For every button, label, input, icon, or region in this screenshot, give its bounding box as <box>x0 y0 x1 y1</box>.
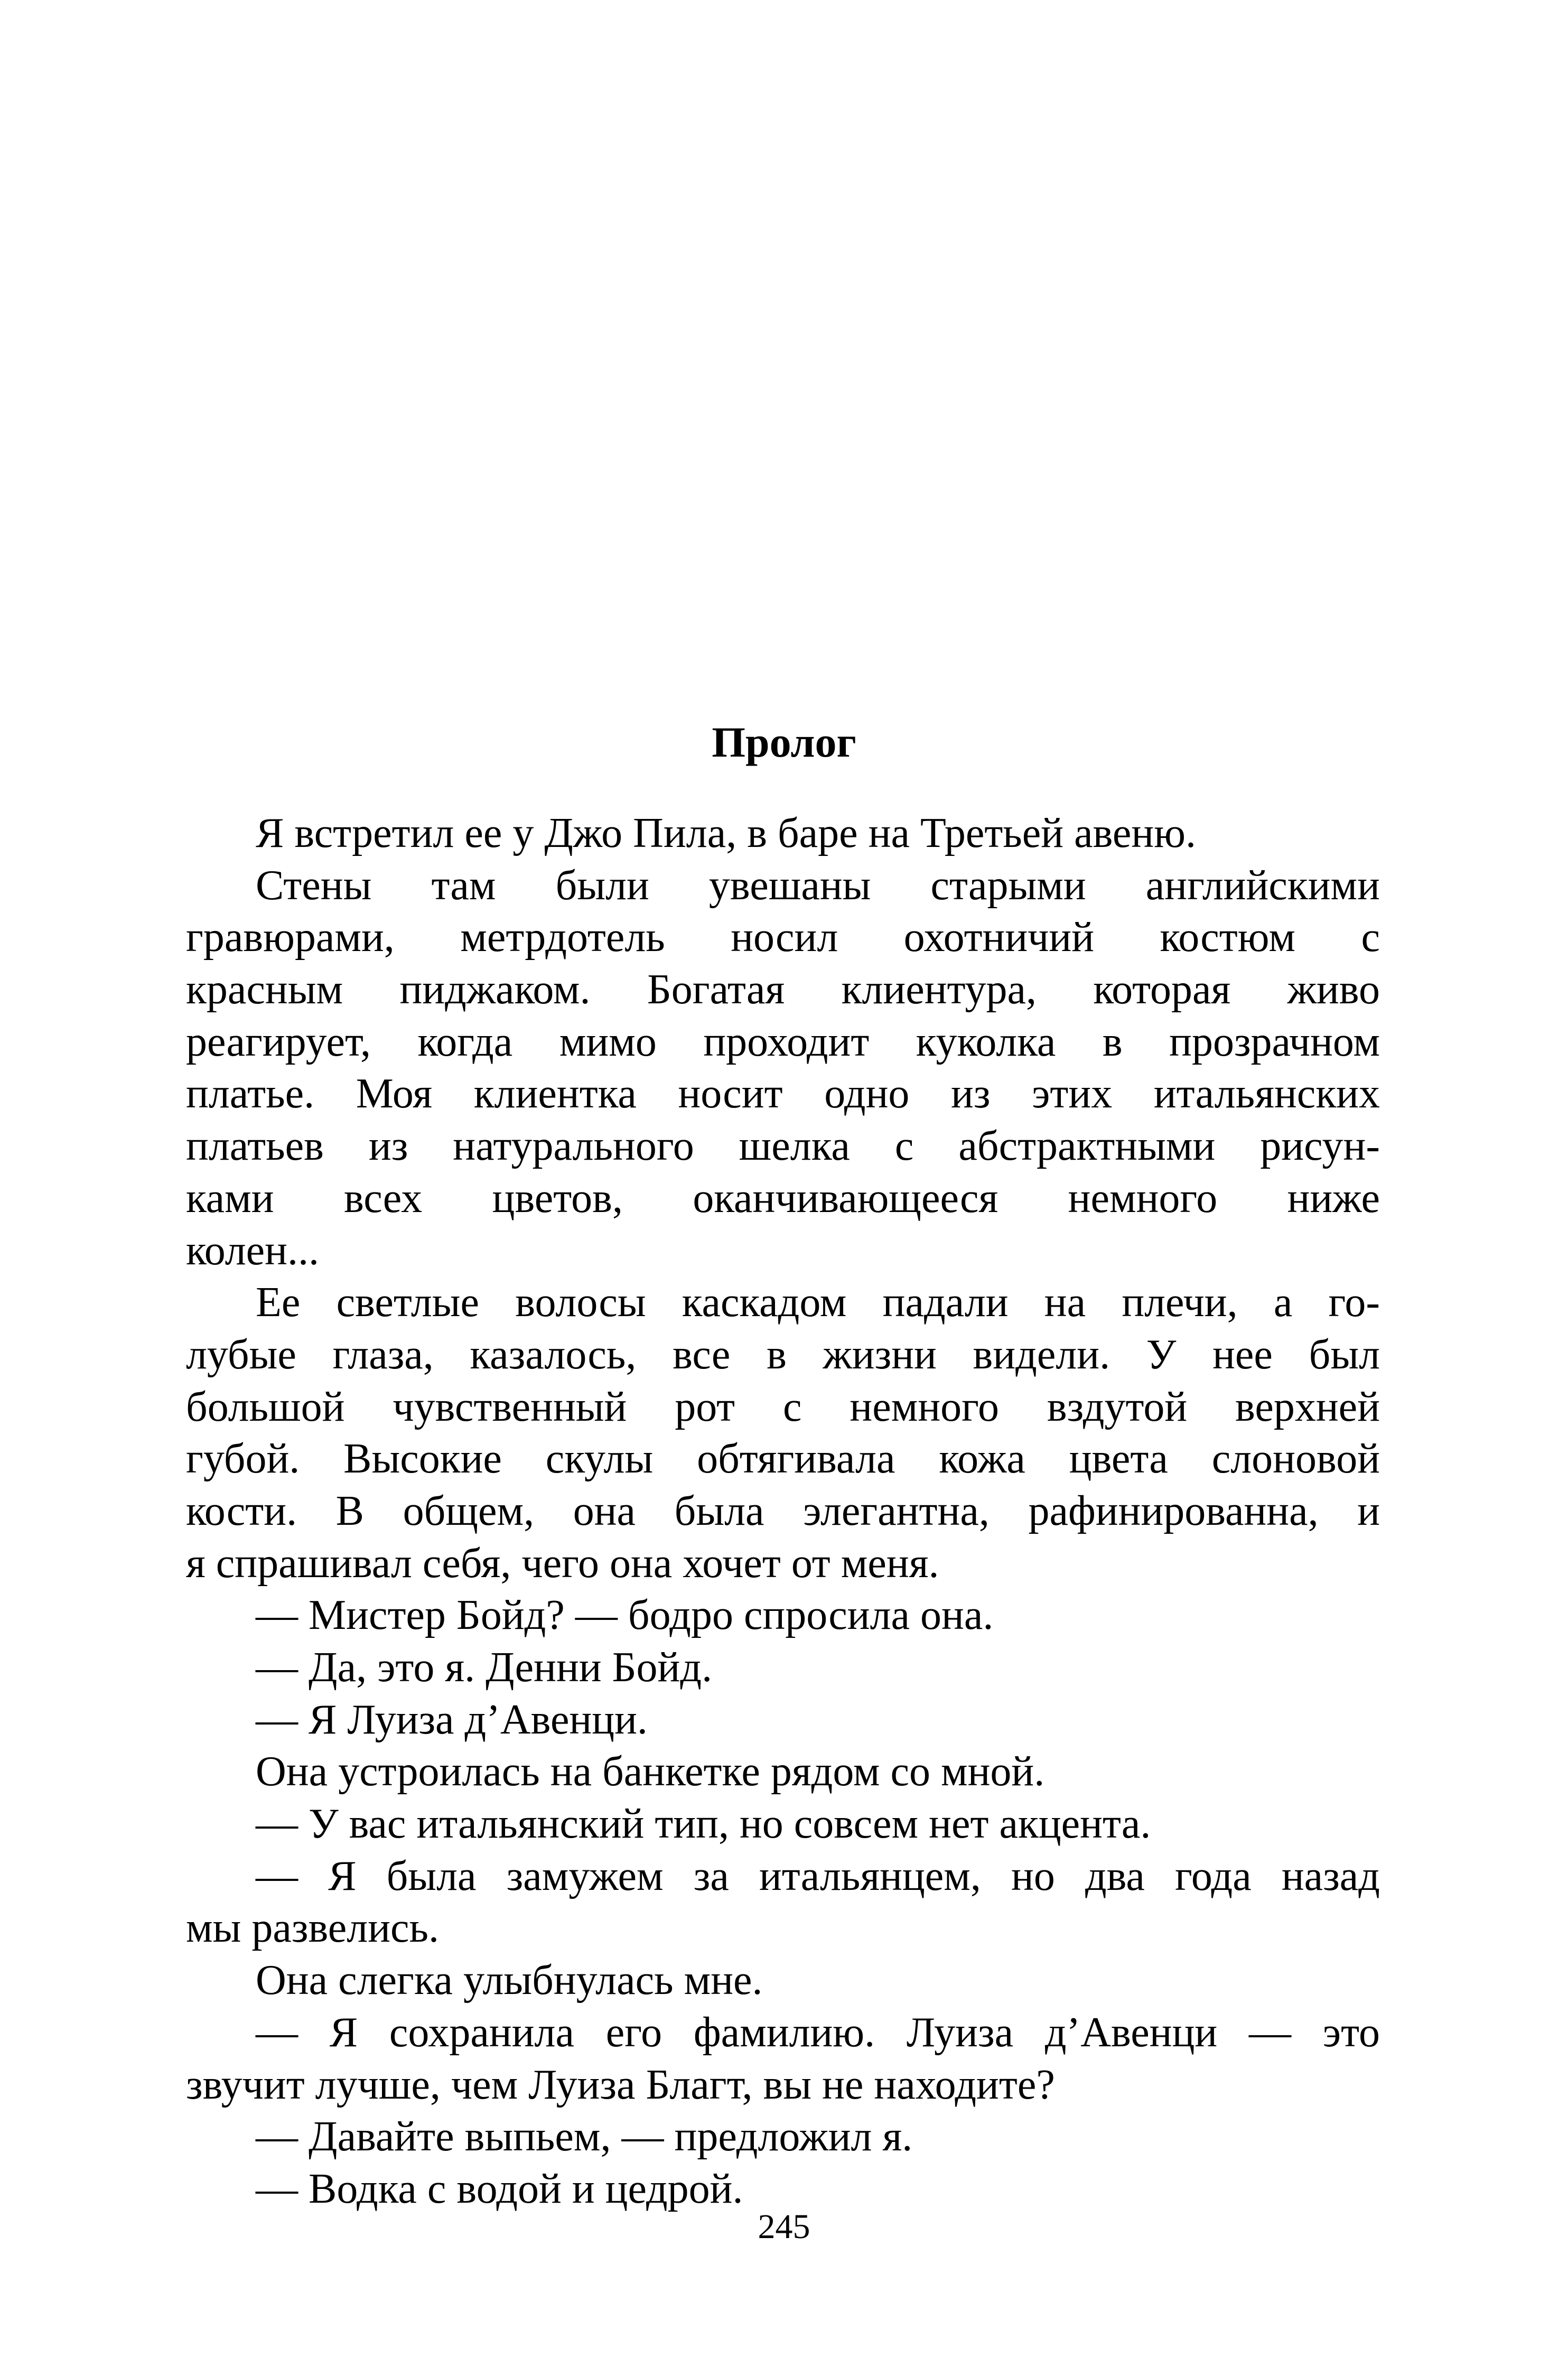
text-line: я спрашивал себя, чего она хочет от меня. <box>186 1540 939 1587</box>
text-line: лубые глаза, казалось, все в жизни видели. У нее был <box>186 1331 1380 1378</box>
text-line: — Давайте выпьем, — предложил я. <box>256 2113 913 2160</box>
text-line: — Мистер Бойд? — бодро спросила она. <box>256 1592 994 1639</box>
text-line: большой чувственный рот с немного вздутой верхней <box>186 1383 1380 1430</box>
text-line: — Я сохранила его фамилию. Луиза д’Авенци — это <box>256 2009 1380 2056</box>
text-line: — Я была замужем за итальянцем, но два года назад <box>256 1852 1380 1899</box>
page-number: 245 <box>758 2207 810 2246</box>
text-line: губой. Высокие скулы обтягивала кожа цвета слоновой <box>186 1436 1380 1483</box>
text-line: реагирует, когда мимо проходит куколка в прозрачном <box>186 1018 1380 1065</box>
text-line: Она слегка улыбнулась мне. <box>256 1957 763 2004</box>
text-line: — У вас итальянский тип, но совсем нет акцента. <box>256 1801 1151 1848</box>
text-line: — Водка с водой и цедрой. <box>256 2165 743 2212</box>
text-line: гравюрами, метрдотель носил охотничий костюм с <box>186 914 1380 961</box>
text-line: Ее светлые волосы каскадом падали на плечи, а го- <box>256 1279 1380 1326</box>
text-line: — Я Луиза д’Авенци. <box>256 1696 648 1743</box>
text-line: звучит лучше, чем Луиза Благт, вы не находите? <box>186 2061 1055 2108</box>
text-line: мы развелись. <box>186 1905 440 1952</box>
text-line: колен... <box>186 1227 319 1274</box>
body-text <box>186 807 1380 2215</box>
text-line: — Да, это я. Денни Бойд. <box>256 1644 713 1691</box>
text-line: кости. В общем, она была элегантна, рафинированна, и <box>186 1487 1380 1534</box>
text-line: платьев из натурального шелка с абстрактными рисун- <box>186 1123 1380 1170</box>
text-line: Я встретил ее у Джо Пила, в баре на Третьей авеню. <box>256 810 1196 856</box>
text-line: Она устроилась на банкетке рядом со мной. <box>256 1748 1045 1795</box>
text-line: ками всех цветов, оканчивающееся немного ниже <box>186 1175 1380 1222</box>
text-line: красным пиджаком. Богатая клиентура, которая живо <box>186 966 1380 1013</box>
text-line: платье. Моя клиентка носит одно из этих итальянских <box>186 1070 1380 1117</box>
chapter-title: Пролог <box>712 718 856 766</box>
text-line: Стены там были увешаны старыми английскими <box>256 862 1380 909</box>
